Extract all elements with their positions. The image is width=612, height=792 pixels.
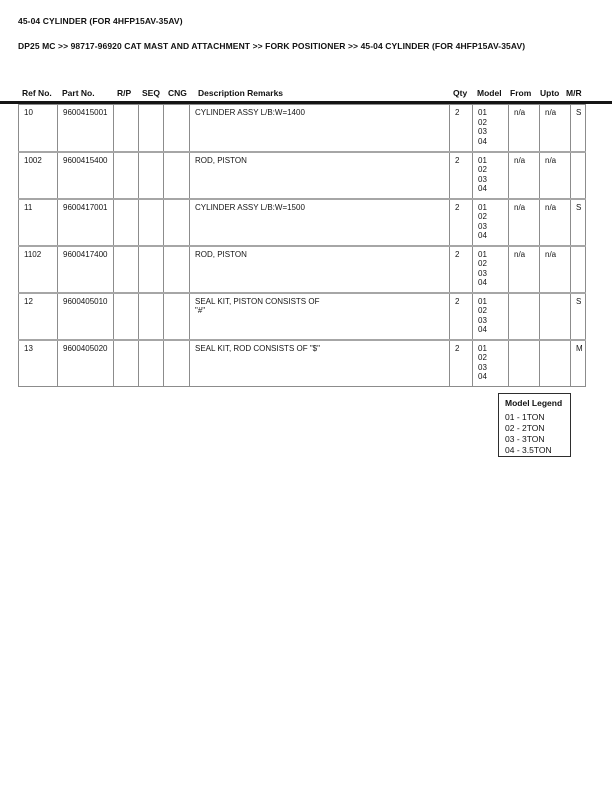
description-line: ROD, PISTON xyxy=(195,155,247,165)
cell-upto xyxy=(540,340,571,387)
cell-ref-no: 12 xyxy=(19,293,58,340)
cell-description xyxy=(190,152,450,199)
cell-description xyxy=(190,199,450,246)
model-code: 03 xyxy=(478,315,487,325)
cell-model xyxy=(473,246,509,293)
description-line: "#" xyxy=(195,306,206,315)
cell-mr xyxy=(571,246,586,293)
column-header-qty: Qty xyxy=(453,88,468,98)
model-code: 04 xyxy=(478,231,487,240)
cell-from: n/a xyxy=(509,246,540,293)
cell-model xyxy=(473,199,509,246)
cell-seq xyxy=(139,293,164,340)
model-code: 01 xyxy=(478,155,487,165)
model-code: 04 xyxy=(478,278,487,287)
cell-rp xyxy=(114,340,139,387)
table-row xyxy=(19,199,586,246)
column-header-ref-no: Ref No. xyxy=(22,88,52,98)
cell-from xyxy=(509,293,540,340)
cell-part-no: 9600405010 xyxy=(58,293,114,340)
description-line: ROD, PISTON xyxy=(195,249,247,259)
column-header-cng: CNG xyxy=(168,88,187,98)
column-header-model: Model xyxy=(477,88,502,98)
table-row xyxy=(19,293,586,340)
cell-from xyxy=(509,340,540,387)
cell-rp xyxy=(114,152,139,199)
cell-seq xyxy=(139,105,164,152)
model-legend-item: 02 - 2TON xyxy=(505,423,545,433)
cell-seq xyxy=(139,246,164,293)
cell-from: n/a xyxy=(509,105,540,152)
cell-description xyxy=(190,246,450,293)
model-code: 01 xyxy=(478,343,487,353)
model-legend-item: 03 - 3TON xyxy=(505,434,545,444)
cell-from: n/a xyxy=(509,152,540,199)
cell-upto: n/a xyxy=(540,199,571,246)
cell-mr: S xyxy=(571,293,586,340)
description-line: SEAL KIT, ROD CONSISTS OF "$" xyxy=(195,343,320,353)
parts-table xyxy=(18,104,586,387)
cell-model xyxy=(473,293,509,340)
table-row xyxy=(19,246,586,293)
model-legend-box xyxy=(498,393,571,457)
cell-cng xyxy=(164,246,190,293)
column-header-seq: SEQ xyxy=(142,88,160,98)
cell-description xyxy=(190,293,450,340)
cell-cng xyxy=(164,199,190,246)
breadcrumb: DP25 MC >> 98717-96920 CAT MAST AND ATTACHMENT >> FORK POSITIONER >> 45-04 CYLINDER (FOR 4HFP15AV-35AV) xyxy=(18,41,526,51)
page-title: 45-04 CYLINDER (FOR 4HFP15AV-35AV) xyxy=(18,16,183,26)
description-line: CYLINDER ASSY L/B:W=1400 xyxy=(195,108,305,117)
cell-cng xyxy=(164,105,190,152)
model-code: 03 xyxy=(478,174,487,184)
cell-rp xyxy=(114,246,139,293)
cell-part-no: 9600405020 xyxy=(58,340,114,387)
cell-qty: 2 xyxy=(450,152,473,199)
model-code: 04 xyxy=(478,184,487,193)
cell-cng xyxy=(164,293,190,340)
model-code: 04 xyxy=(478,372,487,381)
description-line: CYLINDER ASSY L/B:W=1500 xyxy=(195,202,305,212)
cell-ref-no: 13 xyxy=(19,340,58,387)
table-row xyxy=(19,340,586,387)
cell-rp xyxy=(114,105,139,152)
cell-upto: n/a xyxy=(540,152,571,199)
cell-ref-no: 1102 xyxy=(19,246,58,293)
cell-seq xyxy=(139,340,164,387)
column-header-description: Description Remarks xyxy=(198,88,284,98)
cell-qty: 2 xyxy=(450,293,473,340)
cell-model xyxy=(473,340,509,387)
cell-part-no: 9600417400 xyxy=(58,246,114,293)
column-header-upto: Upto xyxy=(540,88,560,98)
cell-part-no: 9600417001 xyxy=(58,199,114,246)
cell-rp xyxy=(114,293,139,340)
cell-qty: 2 xyxy=(450,105,473,152)
model-code: 03 xyxy=(478,268,487,278)
model-code: 03 xyxy=(478,127,487,136)
cell-upto xyxy=(540,293,571,340)
model-legend-item: 01 - 1TON xyxy=(505,412,545,422)
column-header-mr: M/R xyxy=(566,88,582,98)
table-column-headers xyxy=(0,88,612,100)
cell-mr: S xyxy=(571,199,586,246)
model-code: 01 xyxy=(478,108,487,117)
cell-from: n/a xyxy=(509,199,540,246)
table-row xyxy=(19,152,586,199)
cell-upto: n/a xyxy=(540,105,571,152)
model-code: 04 xyxy=(478,325,487,334)
model-code: 02 xyxy=(478,165,487,174)
cell-description xyxy=(190,340,450,387)
cell-description xyxy=(190,105,450,152)
model-code: 02 xyxy=(478,353,487,362)
model-code: 03 xyxy=(478,221,487,231)
model-code: 02 xyxy=(478,259,487,268)
cell-qty: 2 xyxy=(450,340,473,387)
cell-mr: M xyxy=(571,340,586,387)
model-code: 02 xyxy=(478,306,487,315)
model-code: 01 xyxy=(478,202,487,212)
model-code: 04 xyxy=(478,136,487,146)
cell-cng xyxy=(164,152,190,199)
model-code: 01 xyxy=(478,296,487,306)
cell-mr: S xyxy=(571,105,586,152)
cell-part-no: 9600415001 xyxy=(58,105,114,152)
cell-seq xyxy=(139,199,164,246)
column-header-from: From xyxy=(510,88,532,98)
cell-model xyxy=(473,105,509,152)
cell-qty: 2 xyxy=(450,246,473,293)
model-legend-title: Model Legend xyxy=(505,398,563,408)
model-legend-item: 04 - 3.5TON xyxy=(505,445,552,455)
column-header-part-no: Part No. xyxy=(62,88,95,98)
column-header-rp: R/P xyxy=(117,88,132,98)
cell-mr xyxy=(571,152,586,199)
cell-seq xyxy=(139,152,164,199)
cell-part-no: 9600415400 xyxy=(58,152,114,199)
cell-ref-no: 11 xyxy=(19,199,58,246)
table-row xyxy=(19,105,586,152)
model-code: 03 xyxy=(478,362,487,372)
model-code: 01 xyxy=(478,249,487,259)
cell-upto: n/a xyxy=(540,246,571,293)
description-line: SEAL KIT, PISTON CONSISTS OF xyxy=(195,296,320,306)
cell-ref-no: 10 xyxy=(19,105,58,152)
cell-rp xyxy=(114,199,139,246)
model-code: 02 xyxy=(478,212,487,221)
cell-model xyxy=(473,152,509,199)
model-code: 02 xyxy=(478,117,487,127)
cell-qty: 2 xyxy=(450,199,473,246)
cell-ref-no: 1002 xyxy=(19,152,58,199)
cell-cng xyxy=(164,340,190,387)
